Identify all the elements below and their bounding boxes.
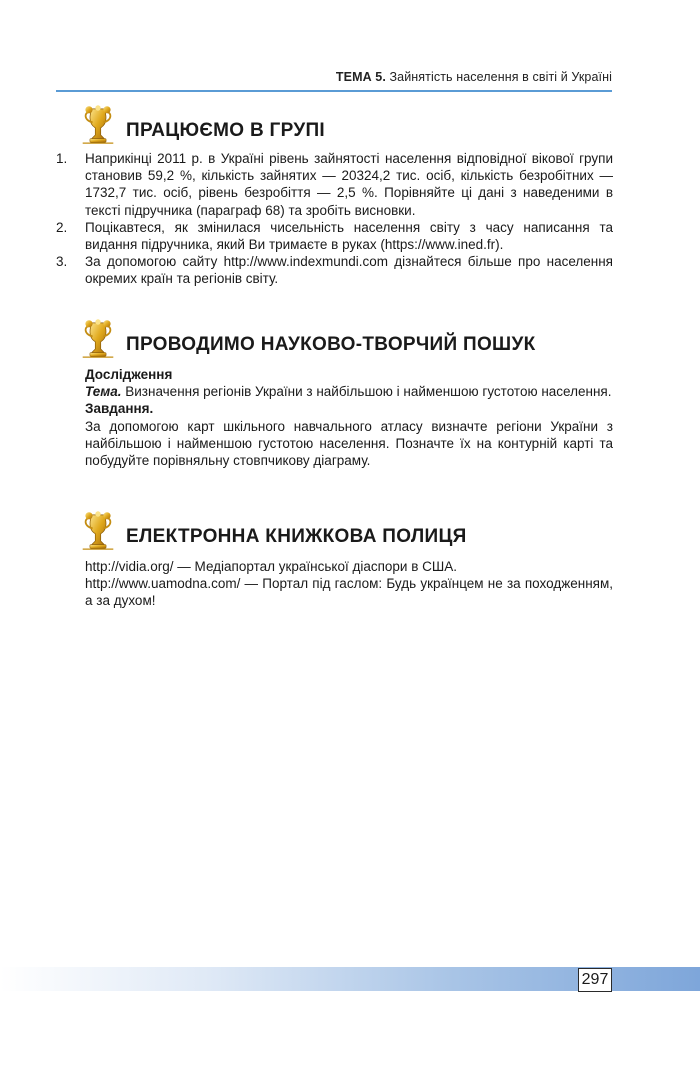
shelf-link-line: http://vidia.org/ — Медіапортал української діаспори в США. xyxy=(85,559,458,574)
page-number: 297 xyxy=(578,968,612,992)
shelf-block xyxy=(85,558,613,610)
trophy-icon xyxy=(80,104,116,148)
research-theme xyxy=(85,383,613,400)
topic-label: ТЕМА 5. xyxy=(335,70,386,84)
theme-label: Тема. xyxy=(85,384,122,400)
item-number: 1. xyxy=(56,151,68,166)
topic-title: Зайнятість населення в світі й Україні xyxy=(389,70,612,84)
section-title: ПРОВОДИМО НАУКОВО-ТВОРЧИЙ ПОШУК xyxy=(126,334,536,355)
trophy-icon xyxy=(80,318,116,362)
section-group-heading xyxy=(80,104,325,148)
task-text: За допомогою карт шкільного навчального атласу визначте регіони України з найбільшою і найменшою густотою населення. Позначте їх на контурній карті та побудуйте порівняльну стовпчикову діаграму. xyxy=(85,418,613,469)
task-label: Завдання. xyxy=(85,401,154,417)
section-title: ПРАЦЮЄМО В ГРУПІ xyxy=(126,120,326,141)
shelf-link-line: http://www.uamodna.com/ — Портал під гаслом: Будь українцем не за походженням, а за духом! xyxy=(85,576,613,609)
item-text: Наприкінці 2011 р. в Україні рівень зайнятості населення відповідної вікової групи становив 59,2 %, кількість зайнятих — 20324,2 тис. осіб, кількість безробітних — 1732,7 тис. осіб, рівень безробіття — 2,5 %. Порівняйте ці дані з наведеними в тексті підручника (параграф 68) та зробіть висновки. xyxy=(85,151,613,218)
section-shelf-heading xyxy=(80,510,467,554)
item-text: За допомогою сайту http://www.indexmundi.com дізнайтеся більше про населення окремих країн та регіонів світу. xyxy=(85,254,613,287)
header-divider xyxy=(56,90,612,92)
research-subtitle: Дослідження xyxy=(85,367,173,382)
item-number: 2. xyxy=(56,219,68,235)
section-research-heading xyxy=(80,318,535,362)
section-title: ЕЛЕКТРОННА КНИЖКОВА ПОЛИЦЯ xyxy=(126,526,467,547)
list-item xyxy=(56,150,613,219)
list-item xyxy=(56,219,613,253)
task-list xyxy=(56,150,613,288)
list-item xyxy=(56,253,613,287)
trophy-icon xyxy=(80,510,116,554)
research-block xyxy=(85,366,613,469)
theme-text: Визначення регіонів України з найбільшою і найменшою густотою населення. xyxy=(121,384,612,400)
item-number: 3. xyxy=(56,254,68,270)
item-text: Поцікавтеся, як змінилася чисельність населення світу з часу написання та видання підручника, який Ви тримаєте в руках (https://www.ined.fr). xyxy=(85,219,613,253)
running-header xyxy=(336,70,612,84)
